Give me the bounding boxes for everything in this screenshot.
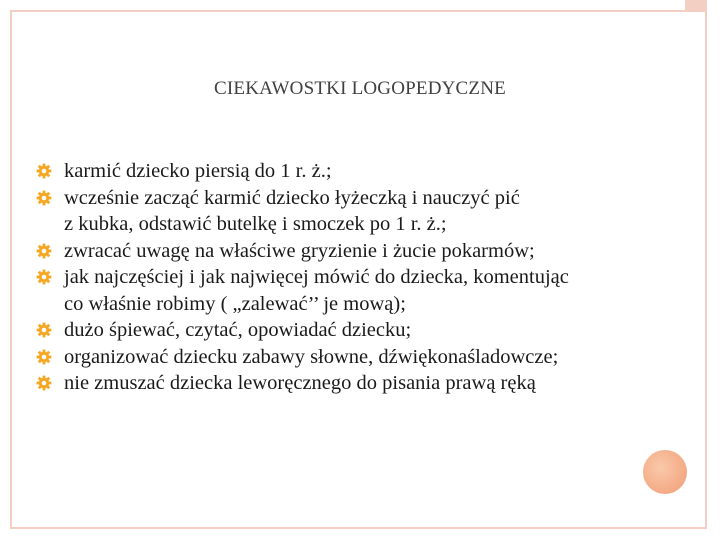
bullet-text: dużo śpiewać, czytać, opowiadać dziecku; (64, 319, 412, 341)
list-item (36, 264, 696, 317)
gear-icon (36, 269, 52, 285)
list-item (36, 344, 696, 371)
list-item (36, 317, 696, 344)
gear-icon (36, 243, 52, 259)
decorative-circle (643, 450, 687, 494)
list-item (36, 185, 696, 238)
slide-title: CIEKAWOSTKI LOGOPEDYCZNE (214, 78, 506, 99)
bullet-text: zwracać uwagę na właściwe gryzienie i żucie pokarmów; (64, 239, 535, 262)
frame-corner-tab (685, 0, 707, 12)
gear-icon (36, 163, 52, 179)
bullet-text: organizować dziecku zabawy słowne, dźwiękonaśladowcze; (64, 345, 559, 368)
list-item (36, 158, 696, 185)
bullet-list (36, 158, 696, 397)
gear-icon (36, 349, 52, 365)
bullet-text-continuation: z kubka, odstawić butelkę i smoczek po 1 r. ż.; (64, 213, 447, 235)
gear-icon (36, 190, 52, 206)
bullet-text: nie zmuszać dziecka leworęcznego do pisania prawą ręką (64, 372, 536, 394)
gear-icon (36, 322, 52, 338)
bullet-text: karmić dziecko piersią do 1 r. ż.; (64, 160, 332, 182)
bullet-text-continuation: co właśnie robimy ( „zalewać’’ je mową); (64, 292, 406, 315)
bullet-text: wcześnie zacząć karmić dziecko łyżeczką i nauczyć pić (64, 186, 520, 209)
bullet-text: jak najczęściej i jak najwięcej mówić do dziecka, komentując (64, 266, 569, 288)
list-item (36, 370, 696, 397)
gear-icon (36, 375, 52, 391)
list-item (36, 238, 696, 265)
